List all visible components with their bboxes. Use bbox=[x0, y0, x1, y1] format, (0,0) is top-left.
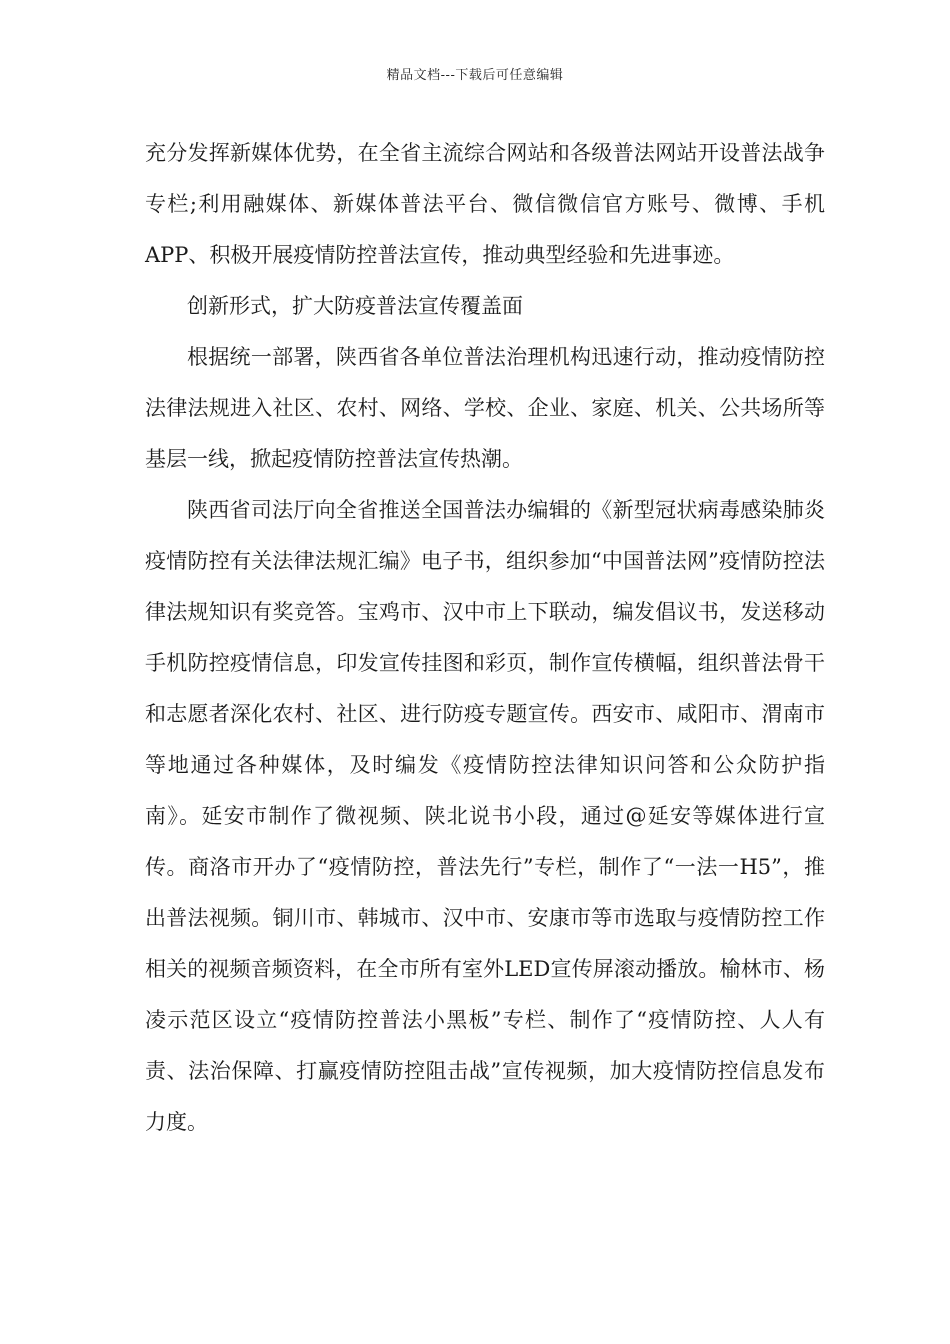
paragraph: 根据统一部署，陕西省各单位普法治理机构迅速行动，推动疫情防控法律法规进入社区、农村、网络、学校、企业、家庭、机关、公共场所等基层一线，掀起疫情防控普法宣传热潮。 bbox=[145, 345, 825, 471]
body-text bbox=[145, 128, 825, 1148]
paragraph: 陕西省司法厅向全省推送全国普法办编辑的《新型冠状病毒感染肺炎疫情防控有关法律法规汇编》电子书，组织参加“中国普法网”疫情防控法律法规知识有奖竞答。宝鸡市、汉中市上下联动，编发倡议书，发送移动手机防控疫情信息，印发宣传挂图和彩页，制作宣传横幅，组织普法骨干和志愿者深化农村、社区、进行防疫专题宣传。西安市、咸阳市、渭南市等地通过各种媒体，及时编发《疫情防控法律知识问答和公众防护指南》。延安市制作了微视频、陕北说书小段，通过@延安等媒体进行宣传。商洛市开办了“疫情防控，普法先行”专栏，制作了“一法一H5”，推出普法视频。铜川市、韩城市、汉中市、安康市等市选取与疫情防控工作相关的视频音频资料，在全市所有室外LED宣传屏滚动播放。榆林市、杨凌示范区设立“疫情防控普法小黑板”专栏、制作了“疫情防控、人人有责、法治保障、打赢疫情防控阻击战”宣传视频，加大疫情防控信息发布力度。 bbox=[145, 498, 825, 1134]
section-heading: 创新形式，扩大防疫普法宣传覆盖面 bbox=[187, 294, 523, 318]
running-header: 精品文档---下载后可任意编辑 bbox=[386, 68, 564, 83]
paragraph-continuation: 充分发挥新媒体优势，在全省主流综合网站和各级普法网站开设普法战争专栏;利用融媒体、新媒体普法平台、微信微信官方账号、微博、手机APP、积极开展疫情防控普法宣传，推动典型经验和先进事迹。 bbox=[145, 141, 825, 267]
